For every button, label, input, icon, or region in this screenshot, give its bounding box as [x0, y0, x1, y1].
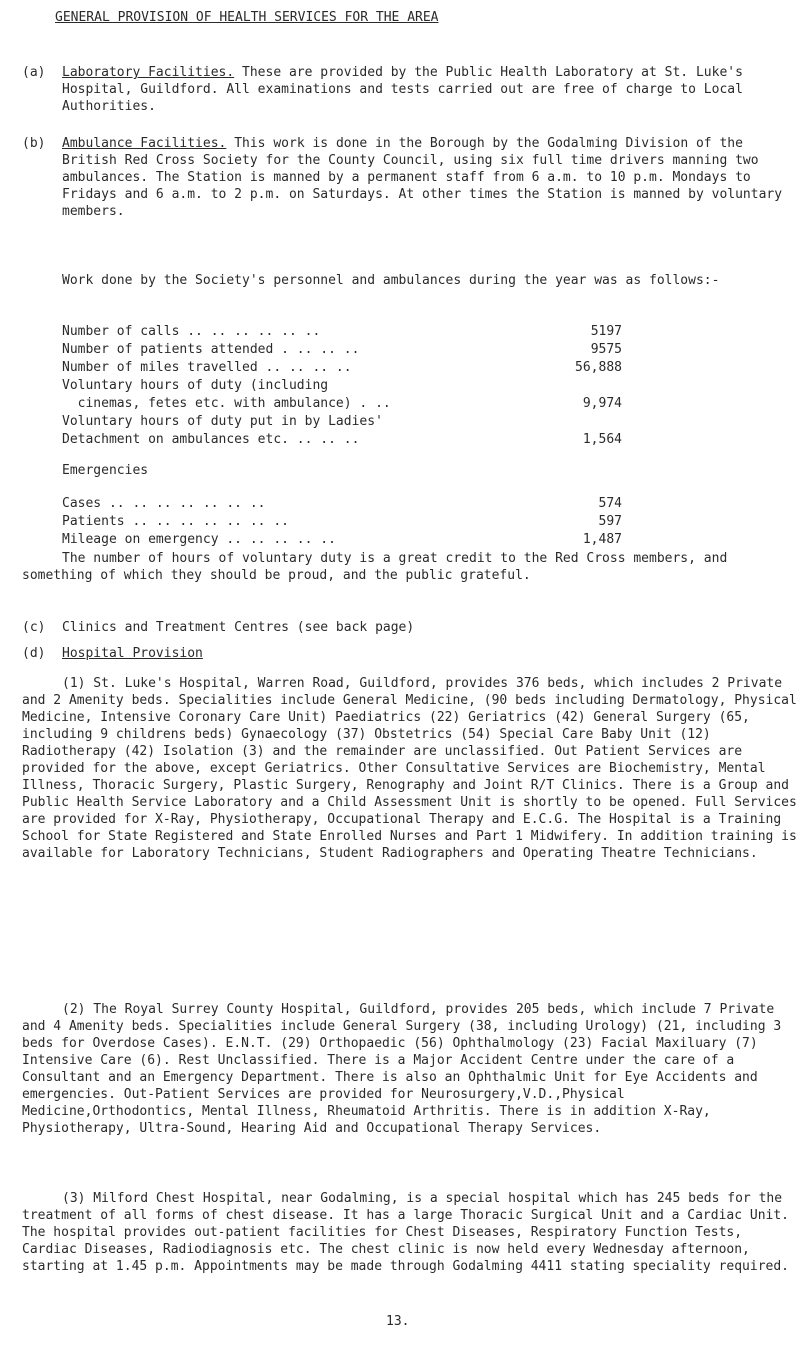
stat-value: 9,974: [582, 396, 622, 411]
emergency-label: Cases .. .. .. .. .. .. ..: [62, 496, 266, 511]
work-intro: Work done by the Society's personnel and ambulances during the year was as follows:-: [62, 273, 720, 288]
emergency-label: Mileage on emergency .. .. .. .. ..: [62, 532, 336, 547]
hospital-paragraph-2: (2) The Royal Surrey County Hospital, Guildford, provides 205 beds, which include 7 Private and 4 Amenity beds. Specialities include General Surgery (38, including Urology) (21, including 3 beds for Overdose Cases). E.N.T. (29) Orthopaedic (56) Ophthalmology (23) Facial Maxiluary (7) Intensive Care (6). Rest Unclassified. There is a Major Accident Centre under the care of a Consultant and an Emergency Department. There is also an Ophthalmic Unit for Eye Accidents and emergencies. Out-Patient Services are provided for Neurosurgery,V.D.,Physical Medicine,Orthodontics, Mental Illness, Rheumatoid Arthritis. There is in addition X-Ray, Physiotherapy, Ultra-Sound, Hearing Aid and Occupational Therapy Services.: [22, 1002, 782, 1136]
stat-label: Number of miles travelled .. .. .. ..: [62, 360, 352, 375]
section-d-label: (d): [22, 646, 46, 661]
stat-label: Voluntary hours of duty put in by Ladies': [62, 414, 383, 429]
emergency-value: 597: [598, 514, 622, 529]
section-b-text: This work is done in the Borough by the Godalming Division of the British Red Cross Society for the County Council, using six full time drivers manning two ambulances. The Station is manned by a permanent staff from 6 a.m. to 10 p.m. Mondays to Fridays and 6 a.m. to 2 p.m. on Saturdays. At other times the Station is manned by voluntary members.: [62, 136, 783, 219]
section-b-label: (b): [22, 136, 46, 151]
section-b-heading: Ambulance Facilities.: [62, 136, 227, 151]
section-c-label: (c): [22, 620, 46, 635]
stat-label: Voluntary hours of duty (including: [62, 378, 329, 393]
closing-paragraph: The number of hours of voluntary duty is a great credit to the Red Cross members, and something of which they should be proud, and the public grateful.: [22, 551, 728, 583]
stat-label: Detachment on ambulances etc. .. .. ..: [62, 432, 360, 447]
stat-label: Number of calls .. .. .. .. .. ..: [62, 324, 321, 339]
stat-value: 1,564: [582, 432, 622, 447]
section-a-text: These are provided by the Public Health Laboratory at St. Luke's Hospital, Guildford. All examinations and tests carried out are free of charge to Local Authorities.: [62, 65, 743, 114]
stat-value: 9575: [590, 342, 622, 357]
stat-label: Number of patients attended . .. .. ..: [62, 342, 360, 357]
emergency-value: 1,487: [582, 532, 622, 547]
section-b-paragraph: [62, 135, 792, 220]
section-a-heading: Laboratory Facilities.: [62, 65, 235, 80]
section-c-text: Clinics and Treatment Centres (see back page): [62, 620, 415, 635]
section-a-label: (a): [22, 65, 46, 80]
hospital-paragraph-3: (3) Milford Chest Hospital, near Godalming, is a special hospital which has 245 beds for the treatment of all forms of chest disease. It has a large Thoracic Surgical Unit and a Cardiac Unit. The hospital provides out-patient facilities for Chest Diseases, Respiratory Function Tests, Cardiac Diseases, Radiodiagnosis etc. The chest clinic is now held every Wednesday afternoon, starting at 1.45 p.m. Appointments may be made through Godalming 4411 stating speciality required.: [22, 1191, 790, 1274]
section-d-heading: Hospital Provision: [62, 646, 203, 661]
page-number: 13.: [386, 1314, 410, 1329]
section-a-paragraph: [62, 64, 792, 115]
hospital-paragraph-1: (1) St. Luke's Hospital, Warren Road, Guildford, provides 376 beds, which includes 2 Private and 2 Amenity beds. Specialities include General Medicine, (90 beds including Dermatology, Physical Medicine, Intensive Coronary Care Unit) Paediatrics (22) Geriatrics (42) General Surgery (65, including 9 childrens beds) Gynaecology (37) Obstetrics (54) Special Care Baby Unit (12) Radiotherapy (42) Isolation (3) and the remainder are unclassified. Out Patient Services are provided for the above, except Geriatrics. Other Consultative Services are Biochemistry, Mental Illness, Thoracic Surgery, Plastic Surgery, Renography and Joint R/T Clinics. There is a Group and Public Health Service Laboratory and a Child Assessment Unit is shortly to be opened. Full Services are provided for X-Ray, Physiotherapy, Occupational Therapy and E.C.G. The Hospital is a Training School for State Registered and State Enrolled Nurses and Part 1 Midwifery. In addition training is available for Laboratory Technicians, Student Radiographers and Operating Theatre Technicians.: [22, 676, 797, 861]
stat-label: cinemas, fetes etc. with ambulance) . ..: [62, 396, 391, 411]
emergencies-heading: Emergencies: [62, 463, 149, 478]
stat-value: 5197: [590, 324, 622, 339]
page-title: GENERAL PROVISION OF HEALTH SERVICES FOR THE AREA: [55, 10, 439, 25]
emergency-label: Patients .. .. .. .. .. .. ..: [62, 514, 289, 529]
stat-value: 56,888: [575, 360, 622, 375]
emergency-value: 574: [598, 496, 622, 511]
